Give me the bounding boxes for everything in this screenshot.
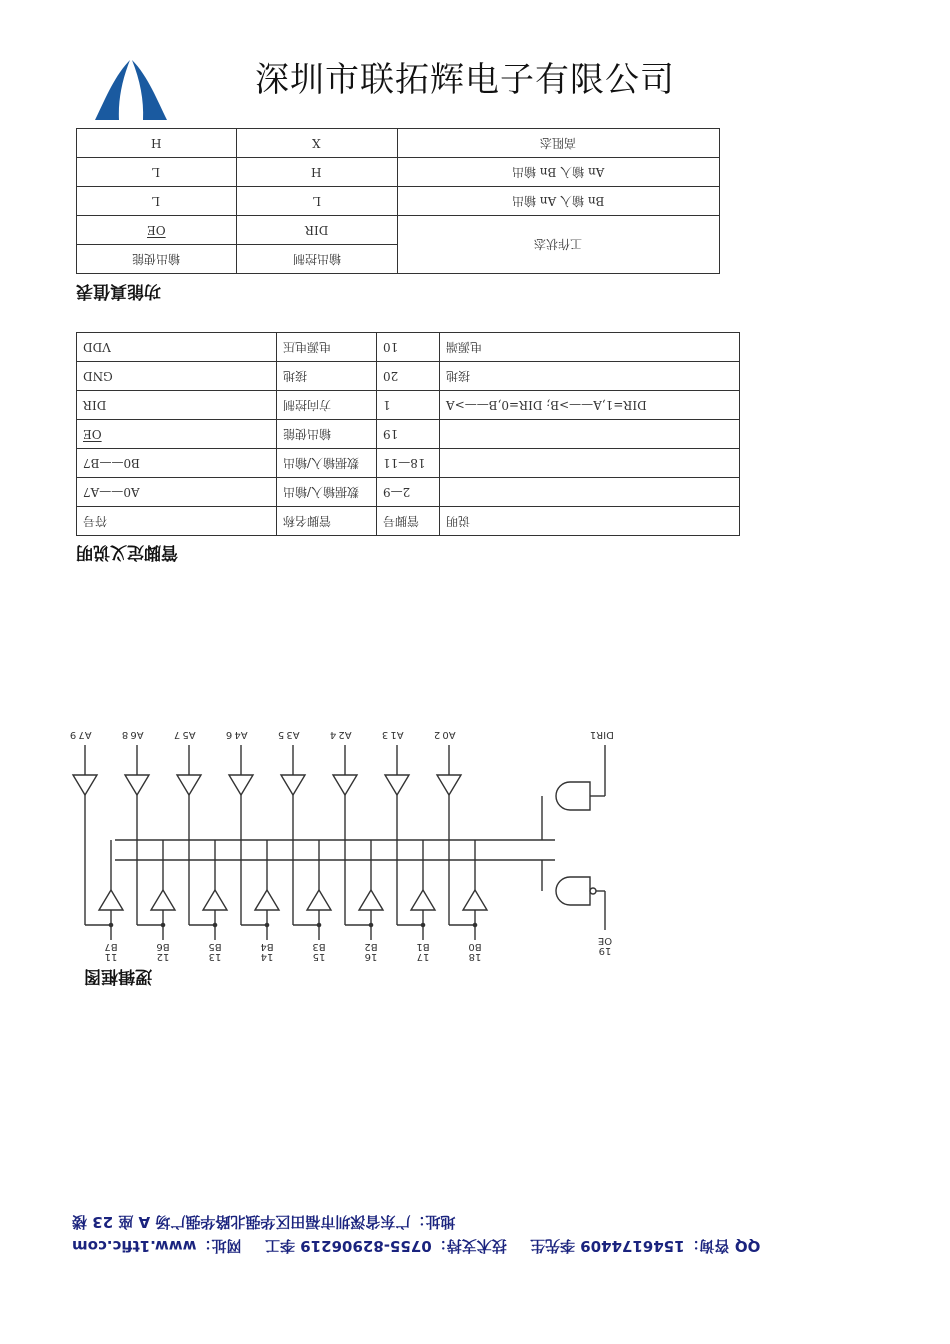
cell: L xyxy=(152,165,161,179)
company-name: 深圳市联拓辉电子有限公司 xyxy=(255,60,675,100)
a-label: A6 xyxy=(130,729,144,740)
table-row xyxy=(77,362,740,391)
cell: B0——B7 xyxy=(83,456,140,470)
a-pin: 8 xyxy=(121,729,129,740)
table-row xyxy=(77,216,720,245)
a-label: A0 xyxy=(442,729,456,740)
cell: A0——A7 xyxy=(83,485,140,499)
header-cell-state: 工作状态 xyxy=(534,237,583,251)
cell: 高阻态 xyxy=(540,135,577,150)
dir-pin: 1 xyxy=(589,729,597,740)
b-pin: 15 xyxy=(312,951,326,962)
buffer-triangle-icon xyxy=(359,890,383,910)
a-pin: 3 xyxy=(381,729,389,740)
b-label: B2 xyxy=(364,941,378,952)
cell: 方向控制 xyxy=(282,397,331,412)
cell: 数据输入/输出 xyxy=(282,455,359,470)
cell: 19 xyxy=(382,427,398,441)
cell: 说明 xyxy=(446,513,471,528)
table-row xyxy=(77,478,740,507)
table-row xyxy=(77,420,740,449)
buffer-triangle-icon xyxy=(73,775,97,795)
cell: 10 xyxy=(382,340,398,354)
table-row xyxy=(77,391,740,420)
b-label: B5 xyxy=(208,941,222,952)
table-row xyxy=(77,129,720,158)
cell: 电源电压 xyxy=(282,339,331,354)
cell: Bn 输入 An 输出 xyxy=(512,193,605,208)
b-label: B1 xyxy=(416,941,430,952)
buffer-triangle-icon xyxy=(99,890,123,910)
truth-table xyxy=(76,128,720,274)
a-pin: 9 xyxy=(69,729,77,740)
cell: L xyxy=(312,194,321,208)
junction-dot xyxy=(109,923,112,926)
buffer-triangle-icon xyxy=(307,890,331,910)
junction-dot xyxy=(317,923,320,926)
b-pin: 11 xyxy=(104,951,118,962)
buffer-triangle-icon xyxy=(255,890,279,910)
cell: 管脚号 xyxy=(382,513,419,528)
buffer-triangle-icon xyxy=(385,775,409,795)
header-cell-dir: DIR xyxy=(304,223,329,237)
cell: $\overline{OE}$ xyxy=(83,427,102,441)
truth-table-caption: 功能真值表 xyxy=(76,281,161,301)
buffer-triangle-icon xyxy=(177,775,201,795)
cell: H xyxy=(311,165,322,179)
cell: DIR xyxy=(83,398,107,412)
cell: VDD xyxy=(83,340,111,354)
a-label: A5 xyxy=(182,729,196,740)
pin-table xyxy=(76,332,740,536)
a-label: A1 xyxy=(390,729,404,740)
junction-dot xyxy=(265,923,268,926)
buffer-triangle-icon xyxy=(151,890,175,910)
header-cell-oe: $\overline{OE}$ xyxy=(147,223,166,237)
table-row xyxy=(77,449,740,478)
footer-website: 网址：www.1tfic.com xyxy=(72,1237,242,1255)
b-pin: 16 xyxy=(364,951,378,962)
header-cell: 输出使能 xyxy=(132,251,181,266)
table-row xyxy=(77,187,720,216)
footer-tech: 技术支持：0755-82906219 李工 xyxy=(264,1237,507,1255)
cell: 管脚名称 xyxy=(282,513,331,528)
b-pin: 14 xyxy=(260,951,274,962)
logic-diagram xyxy=(69,725,615,962)
b-pin: 13 xyxy=(208,951,222,962)
buffer-triangle-icon xyxy=(125,775,149,795)
b-pin: 18 xyxy=(468,951,482,962)
footer-contacts xyxy=(72,1236,778,1257)
a-label: A3 xyxy=(286,729,300,740)
a-pin: 7 xyxy=(173,729,181,740)
oe-pin: 19 xyxy=(598,945,612,956)
junction-dot xyxy=(369,923,372,926)
b-label: B3 xyxy=(312,941,326,952)
cell: DIR=1,A——>B; DIR=0,B——>A xyxy=(446,398,648,412)
junction-dot xyxy=(421,923,424,926)
a-pin: 5 xyxy=(277,729,285,740)
cell: 2—9 xyxy=(382,485,410,499)
buffer-triangle-icon xyxy=(411,890,435,910)
a-pin: 2 xyxy=(433,729,441,740)
cell: 接地 xyxy=(446,368,471,383)
cell: An 输入 Bn 输出 xyxy=(512,164,605,179)
cell: X xyxy=(312,136,321,150)
cell: 接地 xyxy=(282,368,307,383)
a-pin: 4 xyxy=(329,729,337,740)
buffer-triangle-icon xyxy=(229,775,253,795)
junction-dot xyxy=(213,923,216,926)
b-pin: 17 xyxy=(416,951,430,962)
cell: 18—11 xyxy=(382,456,426,470)
b-label: B7 xyxy=(104,941,118,952)
junction-dot xyxy=(473,923,476,926)
cell: 1 xyxy=(382,398,391,412)
cell: H xyxy=(151,136,162,150)
dir-label: DIR xyxy=(596,729,614,740)
header-cell: 输出控制 xyxy=(292,251,341,266)
footer-qq: QQ 咨询：1546174409 李先生 xyxy=(529,1237,760,1255)
cell: L xyxy=(152,194,161,208)
cell: 20 xyxy=(382,369,398,383)
inverter-bubble-icon xyxy=(590,888,596,894)
b-label: B6 xyxy=(156,941,170,952)
logic-diagram-caption: 逻辑框图 xyxy=(84,966,152,986)
pin-table-caption: 管脚定义说明 xyxy=(76,542,178,562)
cell: 电源端 xyxy=(446,339,483,354)
cell: 数据输入/输出 xyxy=(282,484,359,499)
table-row xyxy=(77,333,740,362)
cell: 输出使能 xyxy=(282,426,331,441)
buffer-triangle-icon xyxy=(203,890,227,910)
buffer-triangle-icon xyxy=(333,775,357,795)
b-pin: 12 xyxy=(156,951,170,962)
a-label: A2 xyxy=(338,729,352,740)
and-gate-icon xyxy=(556,877,590,905)
cell: GND xyxy=(83,369,113,383)
company-logo-icon xyxy=(92,56,170,122)
table-row xyxy=(77,158,720,187)
b-label: B4 xyxy=(260,941,274,952)
table-row xyxy=(77,507,740,536)
a-label: A4 xyxy=(234,729,248,740)
a-pin: 6 xyxy=(225,729,233,740)
buffer-triangle-icon xyxy=(463,890,487,910)
junction-dot xyxy=(161,923,164,926)
a-label: A7 xyxy=(78,729,92,740)
b-label: B0 xyxy=(468,941,482,952)
cell: 符号 xyxy=(83,513,108,528)
and-gate-icon xyxy=(556,782,590,810)
oe-label: OE xyxy=(597,935,613,946)
footer-address: 地址：广东省深圳市福田区华强北路华强广场 A 座 23 楼 xyxy=(72,1213,456,1231)
buffer-triangle-icon xyxy=(281,775,305,795)
buffer-triangle-icon xyxy=(437,775,461,795)
